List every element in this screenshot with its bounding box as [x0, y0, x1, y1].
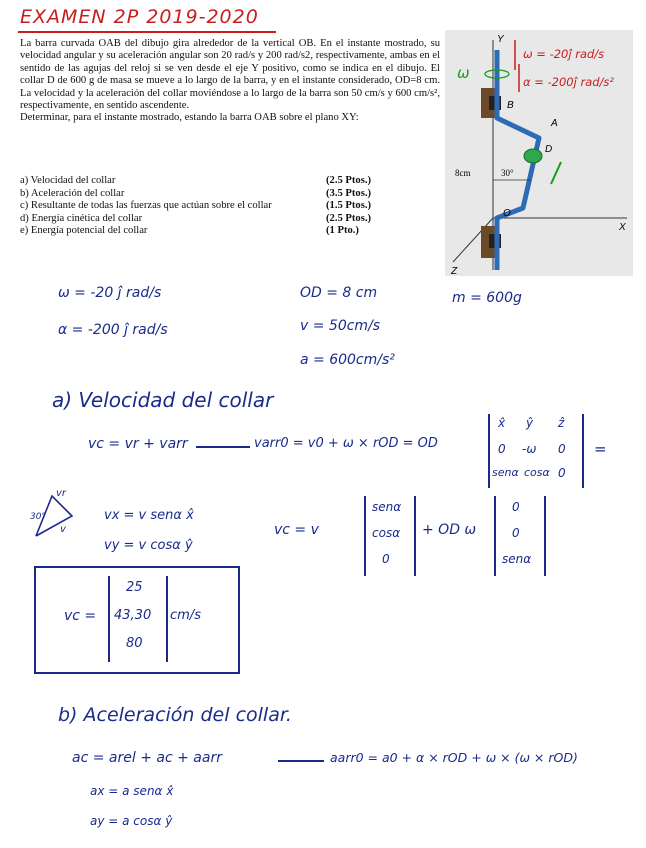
det-0c: 0 — [558, 466, 566, 480]
vy-eq: vy = v cosα ŷ — [104, 538, 193, 553]
question-label: a) Velocidad del collar — [20, 175, 116, 186]
question-points: (3.5 Ptos.) — [326, 187, 372, 199]
label-y: Y — [497, 34, 504, 45]
note-omega: ω = -20ĵ rad/s — [523, 47, 605, 61]
given-m: m = 600g — [452, 290, 522, 306]
plus-odw: + OD ω — [422, 522, 477, 538]
m1-cos: cosα — [372, 526, 401, 540]
result-y: 43,30 — [114, 608, 152, 623]
det-minus-w: -ω — [522, 442, 537, 456]
question-points: (2.5 Ptos.) — [326, 212, 372, 224]
question-points: (2.5 Ptos.) — [326, 175, 372, 186]
tri-label-v: v — [60, 524, 66, 535]
given-alpha: α = -200 ĵ rad/s — [58, 322, 168, 338]
label-8cm: 8cm — [455, 168, 471, 178]
question-points: (1 Pto.) — [326, 225, 359, 237]
det-equals: = — [594, 440, 607, 458]
det-z: ẑ — [558, 416, 565, 430]
note-alpha: α = -200ĵ rad/s² — [523, 75, 615, 89]
m2-zero-a: 0 — [512, 500, 520, 514]
question-item — [20, 200, 440, 213]
det-0a: 0 — [498, 442, 506, 456]
label-omega-green: ω — [457, 64, 470, 82]
det-sen: senα — [492, 466, 519, 479]
question-label: c) Resultante de todas las fuerzas que actúan sobre el collar — [20, 200, 272, 212]
part-a-eq-arr: varr0 = v0 + ω × rOD = OD — [254, 436, 438, 451]
result-unit: cm/s — [170, 608, 201, 623]
problem-statement — [20, 38, 440, 125]
m1-sen: senα — [372, 500, 402, 514]
label-z: Z — [451, 266, 458, 276]
collar-d — [524, 149, 542, 163]
tri-label-vr: vr — [56, 488, 67, 499]
result-z: 80 — [126, 636, 143, 651]
ay-eq: ay = a cosα ŷ — [90, 814, 173, 828]
question-list — [20, 175, 440, 238]
det-cos: cosα — [524, 466, 550, 479]
title-underline — [18, 31, 276, 33]
arrow-line-b — [278, 760, 324, 762]
label-d: D — [545, 144, 553, 155]
result-lhs: vc = — [64, 608, 97, 624]
given-omega: ω = -20 ĵ rad/s — [58, 285, 162, 301]
label-b: B — [507, 100, 514, 111]
question-points: (1.5 Ptos.) — [326, 200, 372, 212]
label-o: O — [503, 208, 511, 219]
m2-sen: senα — [502, 552, 532, 566]
arrow-line — [196, 446, 250, 448]
label-30deg: 30° — [501, 168, 514, 178]
det-x: x̂ — [498, 416, 506, 430]
tri-label-30: 30° — [30, 512, 46, 522]
m1-zero: 0 — [382, 552, 390, 566]
part-a-heading: a) Velocidad del collar — [52, 388, 274, 412]
question-item — [20, 213, 440, 226]
bar-figure — [445, 30, 633, 276]
given-a: a = 600cm/s² — [300, 352, 395, 368]
result-x: 25 — [126, 580, 143, 595]
ax-eq: ax = a senα x̂ — [90, 784, 174, 798]
given-v: v = 50cm/s — [300, 318, 381, 334]
m2-zero-b: 0 — [512, 526, 520, 540]
exam-title: EXAMEN 2P 2019-2020 — [20, 6, 259, 28]
part-b-heading: b) Aceleración del collar. — [58, 704, 292, 726]
det-0b: 0 — [558, 442, 566, 456]
given-od: OD = 8 cm — [300, 285, 378, 301]
question-item — [20, 225, 440, 238]
statement-text: La barra curvada OAB del dibujo gira alrededor de la vertical OB. En el instante mostrado, su velocidad angular y su aceleración angular son 20 rad/s y 200 rad/s2, respectivamente, ambas en el sentido de las agujas del reloj si se ven desde el eje Y positivo, como se indica en el dibujo. El collar D de 600 g de masa se mueve a lo largo de la barra, y en el instante considerado, OD=8 cm. La velocidad y la aceleración del collar moviéndose a lo largo de la barra son 50 cm/s y 600 cm/s², respectivamente, en sentido ascendente. — [20, 38, 440, 112]
determinar-text: Determinar, para el instante mostrado, estando la barra OAB sobre el plano XY: — [20, 112, 359, 124]
question-label: b) Aceleración del collar — [20, 187, 125, 199]
question-label: d) Energía cinética del collar — [20, 212, 143, 224]
label-a: A — [551, 118, 558, 129]
question-item — [20, 175, 440, 188]
vx-eq: vx = v senα x̂ — [104, 508, 194, 523]
label-x: X — [619, 222, 626, 233]
question-label: e) Energía potencial del collar — [20, 225, 148, 237]
part-b-eq-arr: aarr0 = a0 + α × rOD + ω × (ω × rOD) — [330, 750, 578, 765]
part-a-eq-main: vc = vr + varr — [88, 436, 188, 452]
vc-lhs: vc = v — [274, 522, 319, 538]
part-b-eq-main: ac = arel + ac + aarr — [72, 750, 222, 766]
question-item — [20, 188, 440, 201]
det-y: ŷ — [526, 416, 534, 430]
